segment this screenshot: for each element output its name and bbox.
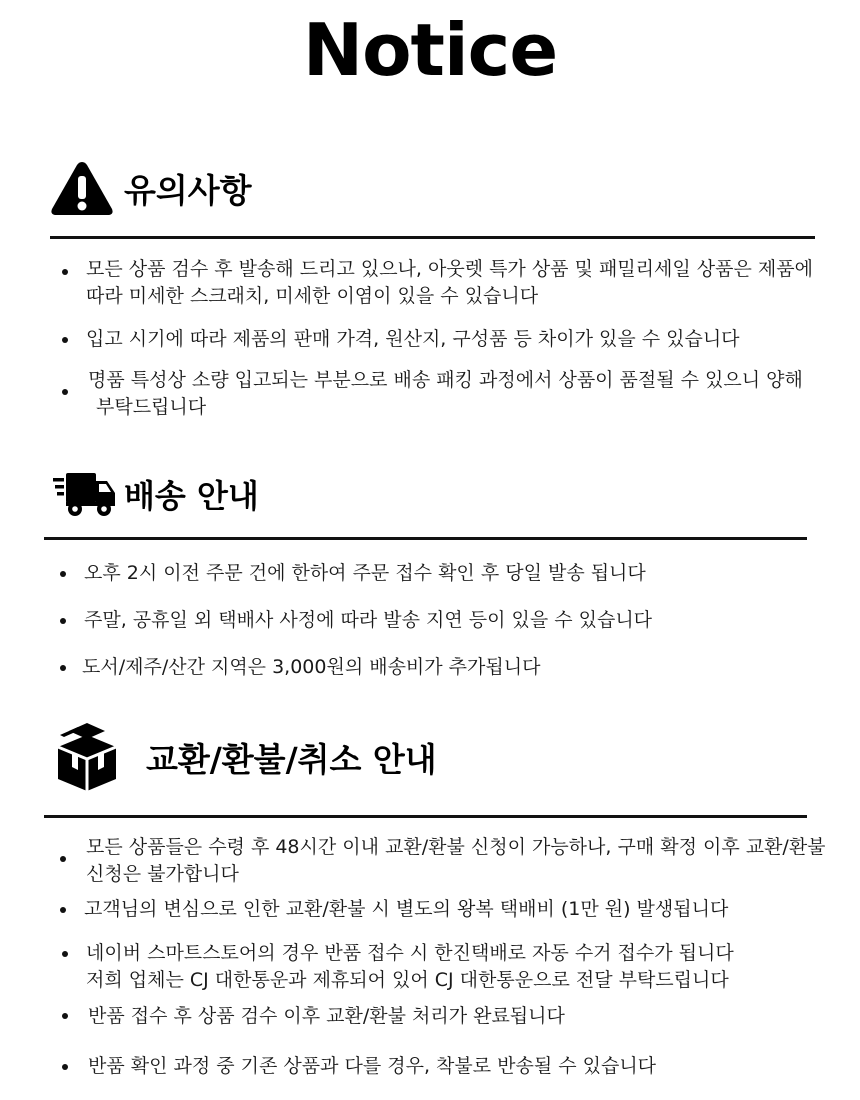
section-heading-shipping xyxy=(52,466,259,522)
bullet-dot xyxy=(60,618,66,624)
bullet-dot xyxy=(62,1013,68,1019)
list-item-line: 명품 특성상 소량 입고되는 부분으로 배송 패킹 과정에서 상품이 품절될 수 있으니 양해 xyxy=(88,369,803,391)
page-title: Notice xyxy=(302,8,558,92)
list-item xyxy=(88,1003,828,1030)
list-item xyxy=(86,326,826,353)
bullet-dot xyxy=(60,571,66,577)
section-heading-text: 교환/환불/취소 안내 xyxy=(146,739,437,779)
list-item-line: 부탁드립니다 xyxy=(96,396,207,418)
list-item xyxy=(84,560,824,587)
list-item-line: 저희 업체는 CJ 대한통운과 제휴되어 있어 CJ 대한통운으로 전달 부탁드립니다 xyxy=(86,969,729,991)
bullet-dot xyxy=(62,1064,68,1070)
list-item-line: 따라 미세한 스크래치, 미세한 이염이 있을 수 있습니다 xyxy=(86,285,539,307)
list-item xyxy=(86,940,826,994)
list-item-line: 신청은 불가합니다 xyxy=(86,863,239,885)
section-heading-notes xyxy=(50,158,252,218)
list-item-line: 고객님의 변심으로 인한 교환/환불 시 별도의 왕복 택배비 (1만 원) 발생됩니다 xyxy=(84,898,729,920)
list-item-line: 주말, 공휴일 외 택배사 사정에 따라 발송 지연 등이 있을 수 있습니다 xyxy=(84,609,653,631)
bullet-dot xyxy=(60,856,66,862)
section-divider xyxy=(50,236,815,239)
list-item-line: 입고 시기에 따라 제품의 판매 가격, 원산지, 구성품 등 차이가 있을 수 있습니다 xyxy=(86,328,740,350)
list-item xyxy=(86,256,826,310)
section-divider xyxy=(44,815,807,818)
list-item-line: 반품 확인 과정 중 기존 상품과 다를 경우, 착불로 반송될 수 있습니다 xyxy=(88,1055,657,1077)
package-box-icon xyxy=(52,721,122,793)
list-item xyxy=(88,1053,828,1080)
bullet-dot xyxy=(62,269,68,275)
list-item-line: 모든 상품들은 수령 후 48시간 이내 교환/환불 신청이 가능하나, 구매 확정 이후 교환/환불 xyxy=(86,836,826,858)
list-item-line: 모든 상품 검수 후 발송해 드리고 있으나, 아웃렛 특가 상품 및 패밀리세일 상품은 제품에 xyxy=(86,258,813,280)
bullet-dot xyxy=(62,951,68,957)
list-item-line: 네이버 스마트스토어의 경우 반품 접수 시 한진택배로 자동 수거 접수가 됩니다 xyxy=(86,942,734,964)
list-item xyxy=(84,607,824,634)
warning-icon xyxy=(50,159,114,217)
section-heading-text: 배송 안내 xyxy=(124,477,259,515)
list-item xyxy=(84,896,824,923)
bullet-dot xyxy=(62,389,68,395)
list-item xyxy=(82,654,822,681)
list-item-line: 도서/제주/산간 지역은 3,000원의 배송비가 추가됩니다 xyxy=(82,656,541,678)
list-item-line: 오후 2시 이전 주문 건에 한하여 주문 접수 확인 후 당일 발송 됩니다 xyxy=(84,562,646,584)
list-item-line: 반품 접수 후 상품 검수 이후 교환/환불 처리가 완료됩니다 xyxy=(88,1005,565,1027)
bullet-dot xyxy=(60,907,66,913)
section-heading-returns xyxy=(52,720,437,794)
bullet-dot xyxy=(62,337,68,343)
list-item xyxy=(86,834,826,888)
delivery-truck-icon xyxy=(52,469,116,519)
list-item xyxy=(88,367,828,421)
section-heading-text: 유의사항 xyxy=(124,170,252,210)
bullet-dot xyxy=(60,665,66,671)
section-divider xyxy=(44,537,807,540)
